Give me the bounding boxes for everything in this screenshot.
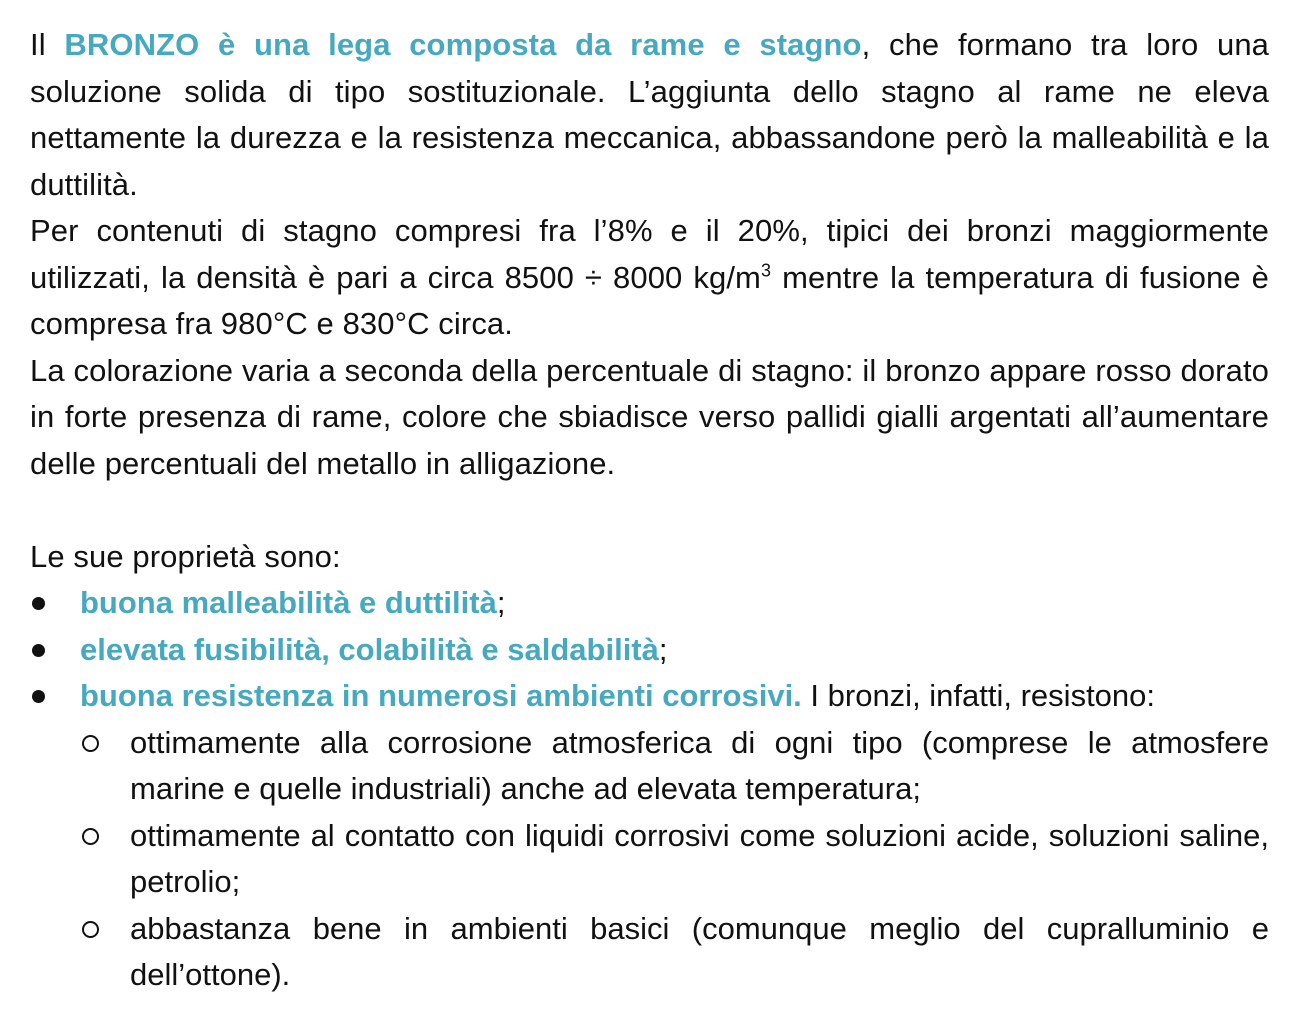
intro-rest: , che formano tra loro una soluzione solida di tipo sostituzionale. L’aggiunta dello stagno al rame ne eleva nettamente la durezza e la resistenza meccanica, abbassandone però la malleabilità e la duttilità. [30, 27, 1269, 202]
circle-bullet-icon [82, 921, 99, 938]
bullet-icon [32, 690, 45, 703]
intro-paragraph [30, 22, 1269, 208]
property-item [30, 580, 1269, 627]
density-text-b: mentre la temperatura di fusione è compresa fra 980°C e 830°C circa. [30, 259, 1269, 341]
property-highlight: buona resistenza in numerosi ambienti corrosivi. [80, 678, 802, 713]
resistance-item [30, 813, 1269, 906]
properties-list [30, 580, 1269, 720]
density-paragraph [30, 208, 1269, 348]
properties-heading: Le sue proprietà sono: [30, 538, 341, 574]
circle-bullet-icon [82, 735, 99, 752]
circle-bullet-icon [82, 828, 99, 845]
bullet-icon [32, 597, 45, 610]
density-exponent: 3 [760, 260, 772, 281]
property-highlight: buona malleabilità e duttilità [80, 585, 497, 620]
resistance-text: abbastanza bene in ambienti basici (comunque meglio del cupralluminio e dell’ottone). [130, 910, 1269, 992]
resistance-text: ottimamente al contatto con liquidi corrosivi come soluzioni acide, soluzioni saline, petrolio; [130, 817, 1269, 899]
property-item [30, 673, 1269, 720]
resistance-sublist [30, 720, 1269, 999]
resistance-item [30, 720, 1269, 813]
property-rest: ; [496, 585, 506, 620]
property-item [30, 627, 1269, 674]
resistance-text: ottimamente alla corrosione atmosferica di ogni tipo (comprese le atmosfere marine e quelle industriali) anche ad elevata temperatura; [130, 724, 1269, 806]
bronze-definition-highlight: BRONZO è una lega composta da rame e stagno [64, 27, 862, 62]
bullet-icon [32, 644, 45, 657]
property-highlight: elevata fusibilità, colabilità e saldabilità [80, 631, 659, 667]
resistance-item [30, 906, 1269, 999]
property-rest: ; [658, 631, 668, 667]
color-paragraph: La colorazione varia a seconda della percentuale di stagno: il bronzo appare rosso dorato in forte presenza di rame, colore che sbiadisce verso pallidi gialli argentati all’aumentare delle percentuali del metallo in alligazione. [30, 352, 1269, 481]
blank-line [30, 487, 1269, 534]
intro-prefix: Il [30, 27, 65, 62]
property-rest: I bronzi, infatti, resistono: [801, 678, 1156, 713]
density-text-a: Per contenuti di stagno compresi fra l’8% e il 20%, tipici dei bronzi maggiormente utilizzati, la densità è pari a circa 8500 ÷ 8000 kg/m [30, 213, 1269, 295]
